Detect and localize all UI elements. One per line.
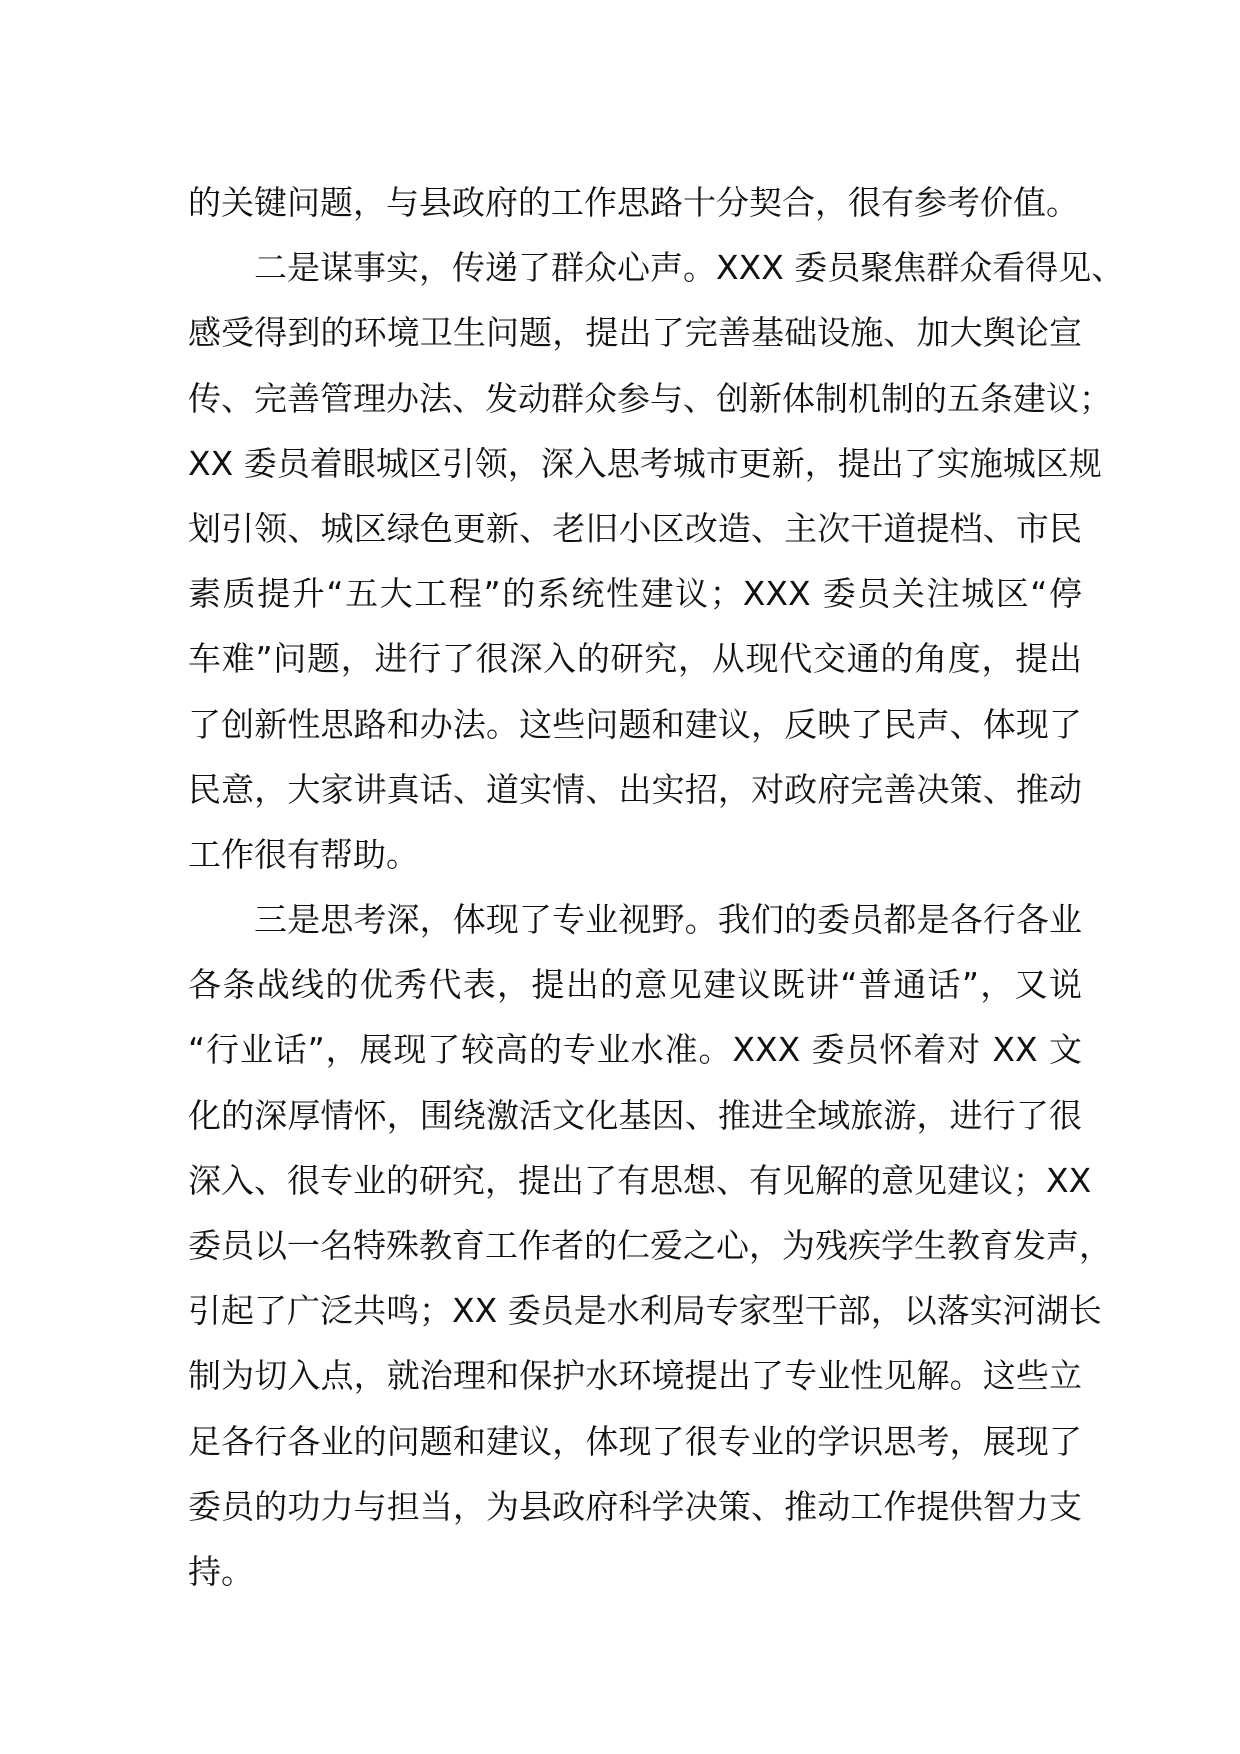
paragraph-line: 持。 xyxy=(188,1551,254,1591)
paragraph-line: 民意，大家讲真话、道实情、出实招，对政府完善决策、推动 xyxy=(188,769,1082,809)
paragraph-line: 划引领、城区绿色更新、老旧小区改造、主次干道提档、市民 xyxy=(188,508,1082,548)
paragraph-line: 三是思考深，体现了专业视野。我们的委员都是各行各业 xyxy=(254,900,1082,940)
paragraph-line: 各条战线的优秀代表，提出的意见建议既讲“普通话”，又说 xyxy=(188,965,1082,1005)
paragraph-line: 引起了广泛共鸣；XX 委员是水利局专家型干部，以落实河湖长 xyxy=(188,1291,1102,1331)
paragraph-line: 二是谋事实，传递了群众心声。XXX 委员聚焦群众看得见、 xyxy=(254,248,1125,288)
paragraph-line: “行业话”，展现了较高的专业水准。XXX 委员怀着对 XX 文 xyxy=(188,1030,1082,1070)
paragraph-line: 车难”问题，进行了很深入的研究，从现代交通的角度，提出 xyxy=(188,639,1082,679)
paragraph-line: 素质提升“五大工程”的系统性建议；XXX 委员关注城区“停 xyxy=(188,574,1082,614)
paragraph-line: 了创新性思路和办法。这些问题和建议，反映了民声、体现了 xyxy=(188,704,1082,744)
paragraph-line: 深入、很专业的研究，提出了有思想、有见解的意见建议；XX xyxy=(188,1160,1092,1200)
document-body xyxy=(188,170,1125,1604)
paragraph-line: 化的深厚情怀，围绕激活文化基因、推进全域旅游，进行了很 xyxy=(188,1095,1082,1135)
paragraph-line: 委员的功力与担当，为县政府科学决策、推动工作提供智力支 xyxy=(188,1486,1082,1526)
paragraph-line: 制为切入点，就治理和保护水环境提出了专业性见解。这些立 xyxy=(188,1356,1082,1396)
paragraph-line: 传、完善管理办法、发动群众参与、创新体制机制的五条建议； xyxy=(188,378,1112,418)
paragraph-line: 委员以一名特殊教育工作者的仁爱之心，为残疾学生教育发声， xyxy=(188,1226,1112,1265)
paragraph-line: 感受得到的环境卫生问题，提出了完善基础设施、加大舆论宣 xyxy=(188,313,1082,353)
paragraph-line: XX 委员着眼城区引领，深入思考城市更新，提出了实施城区规 xyxy=(188,443,1102,483)
paragraph-line: 足各行各业的问题和建议，体现了很专业的学识思考，展现了 xyxy=(188,1421,1082,1461)
paragraph-line: 工作很有帮助。 xyxy=(188,834,419,874)
paragraph-line: 的关键问题，与县政府的工作思路十分契合，很有参考价值。 xyxy=(188,183,1079,222)
